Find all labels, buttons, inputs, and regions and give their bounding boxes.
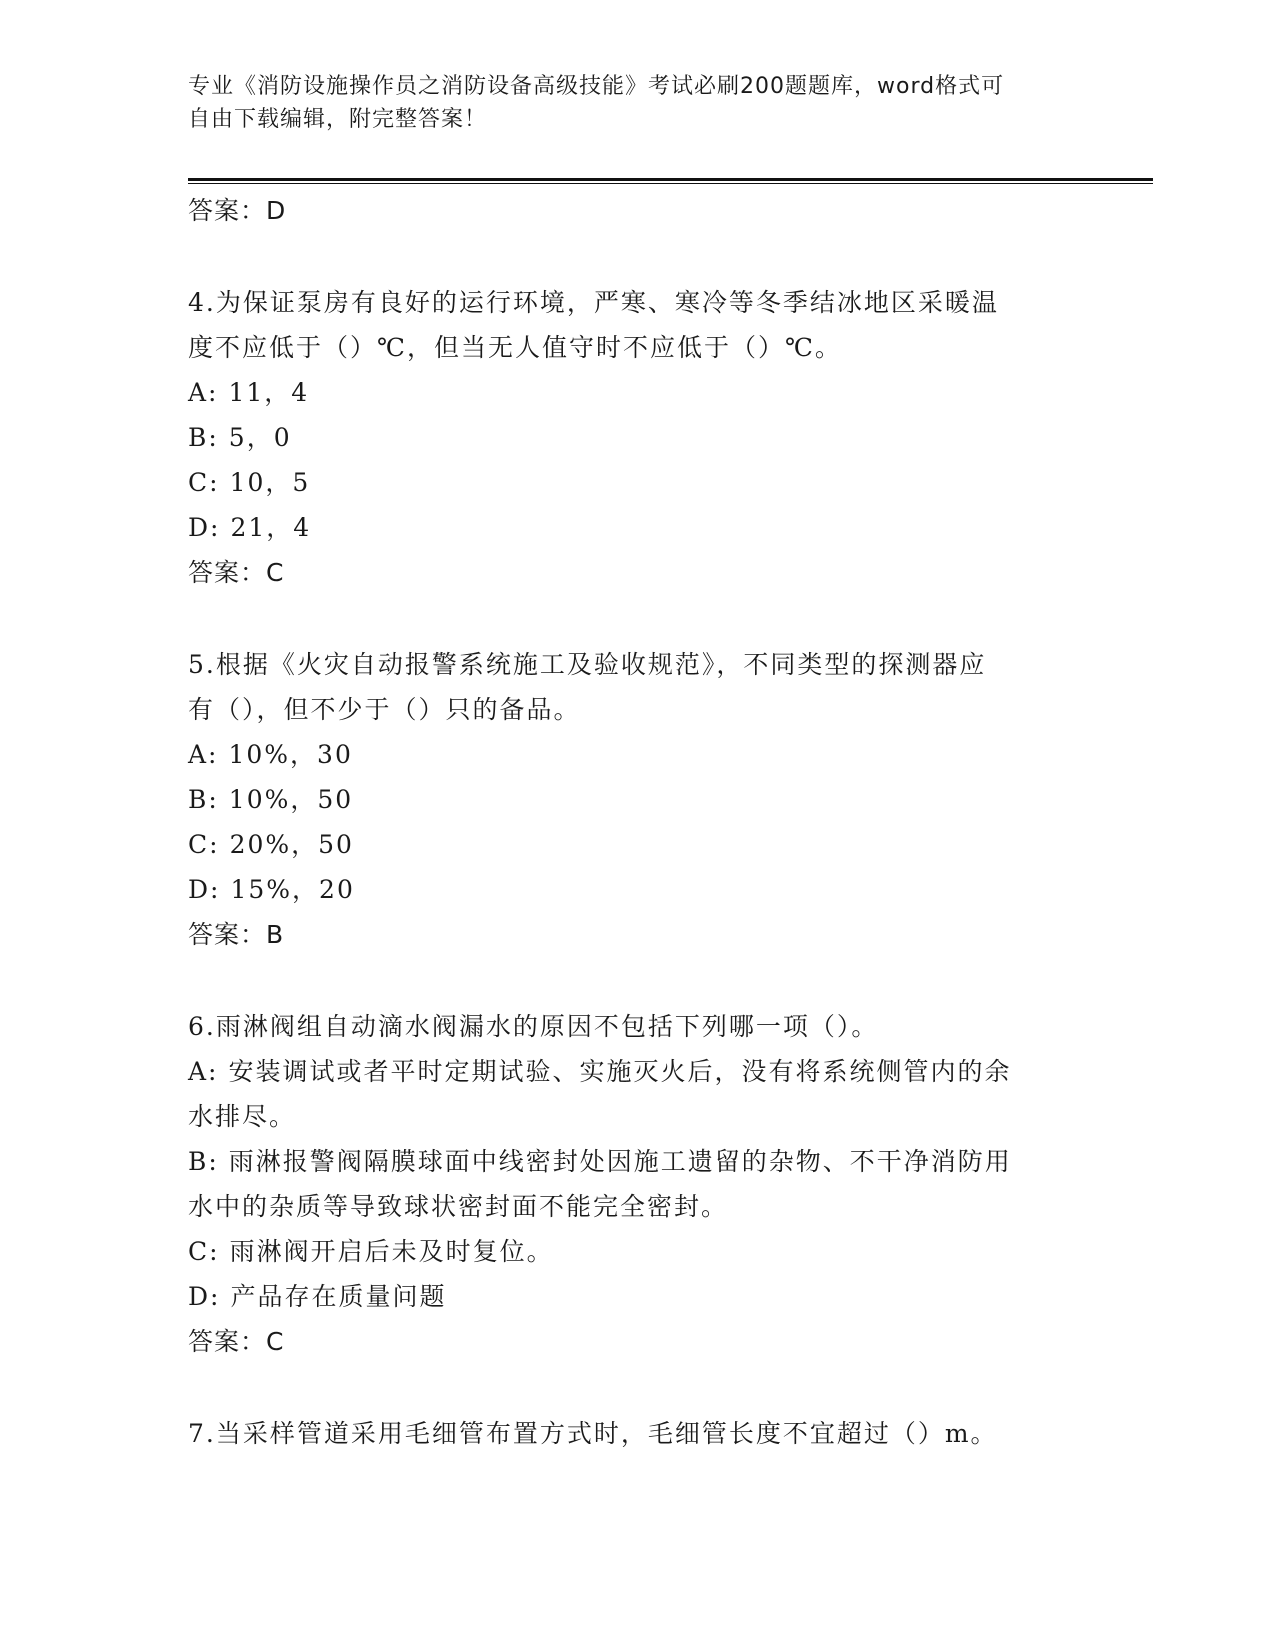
- option-d: [188, 867, 1088, 912]
- option-text: 10%，50: [228, 785, 354, 814]
- answer-line: 答案：C: [188, 1327, 285, 1356]
- option-a: [188, 732, 1088, 777]
- option-continuation: 水中的杂质等导致球状密封面不能完全密封。: [188, 1192, 729, 1221]
- option-letter: C:: [188, 830, 220, 859]
- option-text: 雨淋报警阀隔膜球面中线密封处因施工遗留的杂物、不干净消防用: [228, 1147, 1012, 1176]
- option-letter: B:: [188, 1147, 219, 1176]
- option-letter: D:: [188, 513, 221, 542]
- option-letter: B:: [188, 423, 219, 452]
- question-block: [188, 280, 1088, 596]
- option-b: [188, 777, 1088, 822]
- option-letter: C:: [188, 468, 220, 497]
- option-d: [188, 1274, 1088, 1319]
- question-stem-line: 4.为保证泵房有良好的运行环境，严寒、寒冷等冬季结冰地区采暖温: [188, 288, 999, 317]
- question-stem-line: 有（），但不少于（）只的备品。: [188, 695, 581, 724]
- option-text: 11，4: [228, 378, 310, 407]
- option-c: [188, 1229, 1088, 1274]
- option-a: [188, 370, 1088, 415]
- option-b: [188, 1139, 1088, 1184]
- question-block: [188, 642, 1088, 958]
- header-divider-thick: [188, 178, 1153, 181]
- header-line-1: 专业《消防设施操作员之消防设备高级技能》考试必刷200题题库，word格式可: [188, 74, 1005, 99]
- document-header: [188, 70, 1068, 136]
- option-text: 21，4: [230, 513, 312, 542]
- question-stem-line: 6.雨淋阀组自动滴水阀漏水的原因不包括下列哪一项（）。: [188, 1012, 879, 1041]
- spacer: [188, 596, 1088, 642]
- document-body: [188, 188, 1088, 1456]
- header-divider-thin: [188, 183, 1153, 184]
- question-stem-line: 7.当采样管道采用毛细管布置方式时，毛细管长度不宜超过（）m。: [188, 1419, 998, 1448]
- option-text: 安装调试或者平时定期试验、实施灭火后，没有将系统侧管内的余: [228, 1057, 1012, 1086]
- option-letter: A:: [188, 740, 219, 769]
- option-letter: A:: [188, 378, 219, 407]
- header-line-2: 自由下载编辑，附完整答案！: [188, 107, 488, 132]
- option-a: [188, 1049, 1088, 1094]
- option-continuation: 水排尽。: [188, 1102, 297, 1131]
- answer-line: 答案：B: [188, 920, 285, 949]
- question-block: [188, 1004, 1088, 1365]
- answer-line: 答案：C: [188, 558, 285, 587]
- option-text: 产品存在质量问题: [230, 1282, 447, 1311]
- option-text: 15%，20: [230, 875, 355, 904]
- answer-line: 答案：D: [188, 196, 287, 225]
- option-text: 10，5: [229, 468, 311, 497]
- spacer: [188, 234, 1088, 280]
- option-c: [188, 822, 1088, 867]
- spacer: [188, 1365, 1088, 1411]
- option-b: [188, 415, 1088, 460]
- option-text: 雨淋阀开启后未及时复位。: [229, 1237, 554, 1266]
- question-stem-line: 5.根据《火灾自动报警系统施工及验收规范》，不同类型的探测器应: [188, 650, 987, 679]
- option-letter: C:: [188, 1237, 220, 1266]
- option-letter: D:: [188, 1282, 221, 1311]
- question-block: [188, 1411, 1088, 1456]
- option-letter: B:: [188, 785, 219, 814]
- option-c: [188, 460, 1088, 505]
- option-d: [188, 505, 1088, 550]
- option-text: 5，0: [228, 423, 292, 452]
- option-letter: D:: [188, 875, 221, 904]
- option-letter: A:: [188, 1057, 219, 1086]
- spacer: [188, 958, 1088, 1004]
- option-text: 20%，50: [229, 830, 354, 859]
- question-stem-line: 度不应低于（）℃，但当无人值守时不应低于（）℃。: [188, 333, 842, 362]
- option-text: 10%，30: [228, 740, 353, 769]
